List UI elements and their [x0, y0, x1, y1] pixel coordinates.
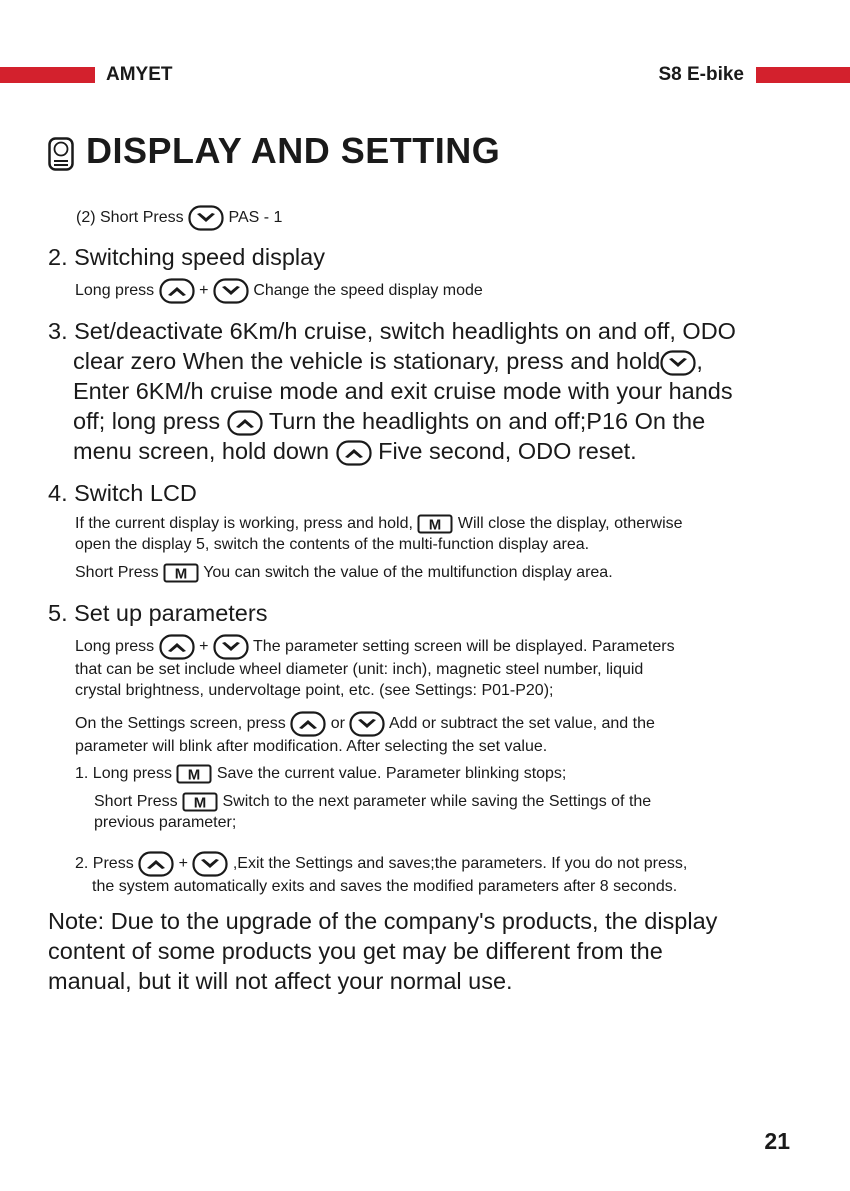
s3-line-1: 3. Set/deactivate 6Km/h cruise, switch headlights on and off, ODO — [48, 318, 736, 344]
up-button-icon — [138, 851, 174, 877]
s3-line-2a: clear zero When the vehicle is stationary, press and hold — [73, 348, 661, 374]
section-4 — [48, 478, 838, 584]
down-button-icon — [213, 634, 249, 660]
s3-line-5a: menu screen, hold down — [73, 438, 330, 464]
down-button-icon — [192, 851, 228, 877]
section-3 — [48, 316, 838, 466]
header-accent-bar-right — [756, 67, 850, 83]
s5-p5b: ,Exit the Settings and saves;the parameters. If you do not press, — [232, 855, 688, 873]
note-line-1: Note: Due to the upgrade of the company's products, the display — [48, 908, 718, 934]
up-button-icon — [227, 410, 263, 436]
section-5 — [48, 598, 838, 898]
s3-line-3: Enter 6KM/h cruise mode and exit cruise mode with your hands — [73, 378, 733, 404]
pas-line — [76, 205, 836, 231]
m-button-icon — [163, 563, 199, 583]
up-button-icon — [336, 440, 372, 466]
s5-p2a: On the Settings screen, press — [75, 715, 286, 733]
s3-line-4b: Turn the headlights on and off;P16 On the — [268, 408, 706, 434]
svg-text:M: M — [193, 794, 207, 812]
down-button-icon — [349, 711, 385, 737]
m-button-icon — [182, 792, 218, 812]
s4-p1b: Will close the display, otherwise — [457, 515, 683, 533]
s5-p4a: Short Press — [94, 793, 178, 811]
s5-p5a: 2. Press — [75, 855, 134, 873]
s4-p1a: If the current display is working, press and hold, — [75, 515, 413, 533]
m-button-icon — [417, 514, 453, 534]
s4-p2a: Short Press — [75, 564, 159, 582]
header-brand: AMYET — [106, 64, 173, 85]
svg-text:M: M — [429, 516, 442, 534]
s4-p1c: open the display 5, switch the contents of the multi-function display area. — [75, 535, 590, 553]
s5-p3b: Save the current value. Parameter blinking stops; — [216, 764, 567, 782]
note — [48, 906, 838, 996]
s5-p1plus: + — [199, 638, 209, 656]
s3-line-4a: off; long press — [73, 408, 221, 434]
s2-pre: Long press — [75, 282, 155, 300]
down-button-icon — [188, 205, 224, 231]
s5-p4b: Switch to the next parameter while saving the Settings of the — [222, 793, 652, 811]
s5-p4c: previous parameter; — [94, 813, 237, 831]
down-button-icon — [213, 278, 249, 304]
s4-p2b: You can switch the value of the multifunction display area. — [203, 564, 613, 582]
section-2-heading: 2. Switching speed display — [48, 244, 325, 270]
s5-p1c: that can be set include wheel diameter (unit: inch), magnetic steel number, liquid — [75, 661, 644, 678]
up-button-icon — [290, 711, 326, 737]
section-2 — [48, 242, 838, 304]
s5-p5c: the system automatically exits and saves the modified parameters after 8 seconds. — [92, 878, 678, 896]
s5-p5plus: + — [178, 855, 188, 873]
s5-p2or: or — [330, 715, 345, 733]
header-model: S8 E-bike — [658, 64, 744, 85]
s5-p2c: parameter will blink after modification. After selecting the set value. — [75, 738, 548, 755]
s5-p1a: Long press — [75, 638, 155, 656]
s3-line-2b: , — [696, 348, 703, 374]
section-4-heading: 4. Switch LCD — [48, 480, 197, 506]
page-title: DISPLAY AND SETTING — [86, 130, 501, 171]
s5-p1d: crystal brightness, undervoltage point, etc. (see Settings: P01-P20); — [75, 681, 554, 699]
up-button-icon — [159, 278, 195, 304]
m-button-icon — [176, 764, 212, 784]
header-accent-bar-left — [0, 67, 95, 83]
up-button-icon — [159, 634, 195, 660]
note-line-2: content of some products you get may be different from the — [48, 938, 663, 964]
svg-text:M: M — [174, 565, 188, 583]
s2-post: Change the speed display mode — [253, 282, 483, 300]
svg-text:M: M — [188, 766, 201, 783]
down-button-icon — [660, 350, 696, 376]
s5-p2b: Add or subtract the set value, and the — [388, 715, 655, 733]
s2-plus: + — [199, 282, 209, 300]
note-line-3: manual, but it will not affect your normal use. — [48, 968, 513, 994]
ebike-display-icon — [48, 137, 74, 171]
pas-pre: (2) Short Press — [76, 209, 184, 227]
page-number: 21 — [764, 1128, 790, 1154]
section-5-heading: 5. Set up parameters — [48, 600, 268, 626]
s5-p3a: 1. Long press — [75, 764, 172, 782]
pas-post: PAS - 1 — [228, 209, 283, 227]
s5-p1b: The parameter setting screen will be displayed. Parameters — [253, 638, 675, 656]
s3-line-5b: Five second, ODO reset. — [378, 438, 637, 464]
